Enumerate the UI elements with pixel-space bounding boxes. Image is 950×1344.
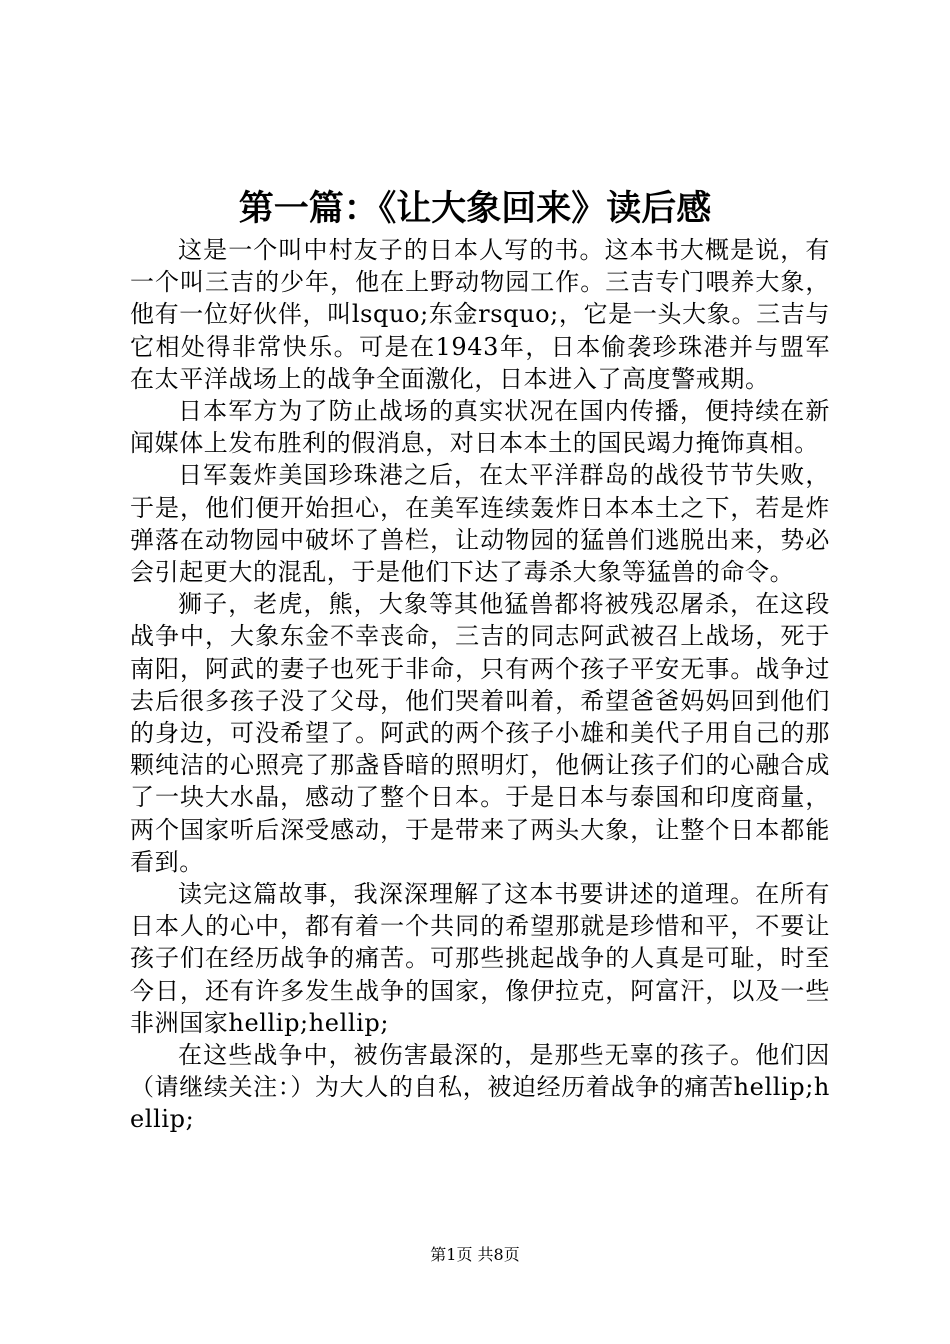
document-title: 第一篇：《让大象回来》读后感	[238, 188, 712, 229]
paragraph: 在这些战争中，被伤害最深的，是那些无辜的孩子。他们因（请继续关注：）为大人的自私，被迫经历着战争的痛苦hellip;hellip;	[130, 1041, 830, 1134]
paragraph: 日军轰炸美国珍珠港之后，在太平洋群岛的战役节节失败，于是，他们便开始担心，在美军连续轰炸日本本土之下，若是炸弹落在动物园中破坏了兽栏，让动物园的猛兽们逃脱出来，势必会引起更大的混乱，于是他们下达了毒杀大象等猛兽的命令。	[130, 461, 830, 587]
paragraph: 狮子，老虎，熊，大象等其他猛兽都将被残忍屠杀，在这段战争中，大象东金不幸丧命，三吉的同志阿武被召上战场，死于南阳，阿武的妻子也死于非命，只有两个孩子平安无事。战争过去后很多孩子没了父母，他们哭着叫着，希望爸爸妈妈回到他们的身边，可没希望了。阿武的两个孩子小雄和美代子用自己的那颗纯洁的心照亮了那盏昏暗的照明灯，他俩让孩子们的心融合成了一块大水晶，感动了整个日本。于是日本与泰国和印度商量，两个国家听后深受感动，于是带来了两头大象，让整个日本都能看到。	[130, 590, 830, 876]
document-body	[130, 234, 830, 1136]
paragraph: 这是一个叫中村友子的日本人写的书。这本书大概是说，有一个叫三吉的少年，他在上野动物园工作。三吉专门喂养大象，他有一位好伙伴，叫lsquo;东金rsquo;，它是一头大象。三吉与它相处得非常快乐。可是在1943年，日本偷袭珍珠港并与盟军在太平洋战场上的战争全面激化，日本进入了高度警戒期。	[130, 236, 830, 393]
paragraph: 日本军方为了防止战场的真实状况在国内传播，便持续在新闻媒体上发布胜利的假消息，对日本本土的国民竭力掩饰真相。	[130, 397, 830, 458]
paragraph: 读完这篇故事，我深深理解了这本书要讲述的道理。在所有日本人的心中，都有着一个共同的希望那就是珍惜和平，不要让孩子们在经历战争的痛苦。可那些挑起战争的人真是可耻，时至今日，还有许多发生战争的国家，像伊拉克，阿富汗，以及一些非洲国家hellip;hellip;	[130, 880, 830, 1037]
page-indicator: 第1页 共8页	[430, 1245, 520, 1264]
page-footer	[0, 1244, 950, 1266]
